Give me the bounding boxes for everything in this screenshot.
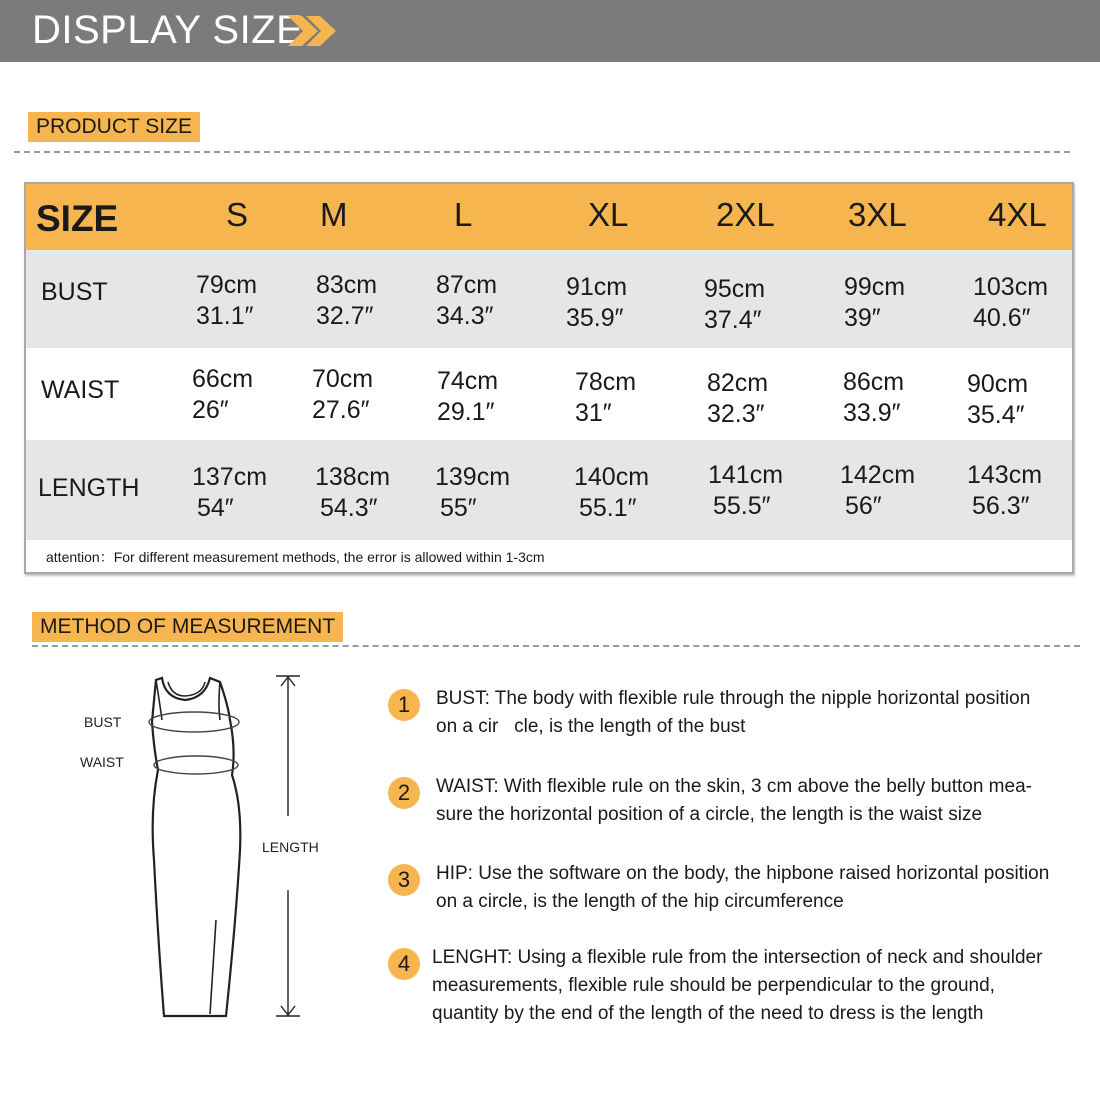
- dress-diagram: [60, 660, 380, 1040]
- step-description: LENGHT: Using a flexible rule from the intersection of neck and shoulder measurements, flexible rule should be perpendicular to the ground, quantity by the end of the length of the need to dress is the length: [432, 947, 1043, 1024]
- header-banner: [0, 0, 1100, 62]
- table-header-row: [26, 184, 1072, 250]
- table-cell: 142cm 56″: [840, 461, 916, 520]
- waist-label: WAIST: [80, 754, 124, 770]
- size-header-3xl: 3XL: [848, 196, 907, 233]
- double-chevron-right-icon: [286, 14, 340, 48]
- table-cell: 78cm 31″: [575, 368, 637, 427]
- table-cell: 137cm 54″: [192, 463, 268, 522]
- table-cell: 66cm 26″: [192, 365, 254, 424]
- table-cell: 99cm 39″: [844, 273, 906, 332]
- table-cell: 91cm 35.9″: [566, 273, 628, 332]
- table-cell: 141cm 55.5″: [708, 461, 784, 520]
- table-cell: 140cm 55.1″: [574, 463, 650, 522]
- bust-label: BUST: [84, 714, 122, 730]
- size-header-xl: XL: [588, 196, 629, 233]
- table-cell: 143cm 56.3″: [967, 461, 1043, 520]
- section-divider: [32, 645, 1080, 647]
- product-size-label: PRODUCT SIZE: [28, 112, 200, 142]
- step-description: HIP: Use the software on the body, the hipbone raised horizontal position on a circle, is the length of the hip circumference: [436, 863, 1050, 912]
- table-cell: 86cm 33.9″: [843, 368, 905, 427]
- row-label-waist: WAIST: [41, 376, 120, 404]
- step-number-badge: 1: [388, 689, 420, 721]
- table-cell: 95cm 37.4″: [704, 275, 766, 334]
- size-header-4xl: 4XL: [988, 196, 1047, 233]
- length-label: LENGTH: [262, 839, 319, 855]
- size-header-s: S: [226, 196, 249, 233]
- table-cell: 138cm 54.3″: [315, 463, 391, 522]
- table-row-bust: [26, 250, 1072, 348]
- table-row-length: [26, 440, 1072, 540]
- table-cell: 83cm 32.7″: [316, 271, 378, 330]
- method-label: METHOD OF MEASUREMENT: [32, 612, 343, 642]
- table-cell: 74cm 29.1″: [437, 367, 499, 426]
- table-cell: 82cm 32.3″: [707, 369, 769, 428]
- step-number-badge: 4: [388, 948, 420, 980]
- table-cell: 79cm 31.1″: [196, 271, 258, 330]
- size-column-header: SIZE: [36, 198, 119, 239]
- size-header-l: L: [454, 196, 473, 233]
- table-cell: 103cm 40.6″: [973, 273, 1049, 332]
- step-number-badge: 3: [388, 864, 420, 896]
- step-number-badge: 2: [388, 777, 420, 809]
- table-cell: 139cm 55″: [435, 463, 511, 522]
- measurement-note: attention：For different measurement methods, the error is allowed within 1-3cm: [46, 549, 545, 565]
- step-description: BUST: The body with flexible rule through the nipple horizontal position on a cir cle, is the length of the bust: [436, 688, 1031, 737]
- row-label-length: LENGTH: [38, 474, 140, 502]
- step-description: WAIST: With flexible rule on the skin, 3 cm above the belly button mea- sure the horizontal position of a circle, the length is the waist size: [436, 776, 1032, 825]
- table-cell: 90cm 35.4″: [967, 370, 1029, 429]
- size-header-m: M: [320, 196, 348, 233]
- size-table: [24, 182, 1074, 574]
- table-row-waist: [26, 348, 1072, 440]
- table-cell: 70cm 27.6″: [312, 365, 374, 424]
- row-label-bust: BUST: [41, 278, 108, 306]
- page-title: DISPLAY SIZE: [32, 8, 304, 52]
- size-header-2xl: 2XL: [716, 196, 775, 233]
- section-divider: [14, 151, 1070, 153]
- table-cell: 87cm 34.3″: [436, 271, 498, 330]
